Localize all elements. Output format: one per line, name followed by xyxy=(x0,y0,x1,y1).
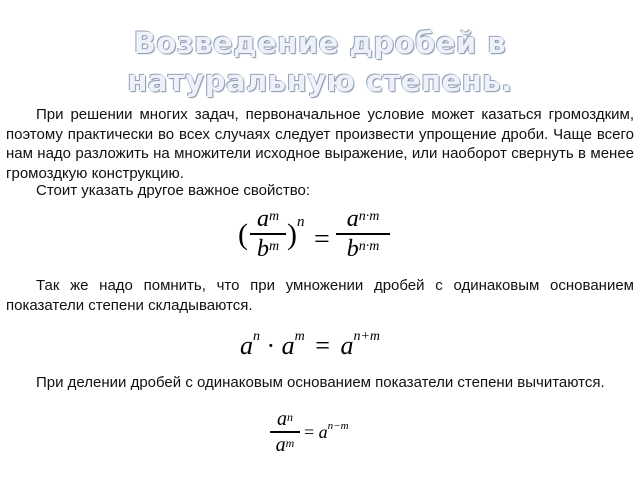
formula-division xyxy=(268,408,368,458)
inner-fraction xyxy=(250,206,286,262)
equals-sign: = xyxy=(315,331,330,360)
fraction-bar xyxy=(250,233,286,235)
inner-denominator-exponent: m xyxy=(268,238,280,254)
slide-title xyxy=(20,24,620,100)
rhs-denominator-exponent: n·m xyxy=(358,238,380,254)
division-fraction xyxy=(270,408,300,456)
result-exponent: n+m xyxy=(353,329,381,344)
division-result-base: a xyxy=(318,422,328,442)
rhs-numerator-exponent: n·m xyxy=(358,209,380,224)
division-denominator-exponent: m xyxy=(285,435,295,450)
paragraph-multiplication: Так же надо помнить, что при умножении дробей с одинаковым основанием показатели степени складываются. xyxy=(6,277,634,314)
outer-exponent: n xyxy=(297,214,305,230)
fraction-bar xyxy=(270,431,300,433)
formula-multiplication xyxy=(236,329,406,359)
result-base: a xyxy=(340,331,354,360)
base-2: a xyxy=(281,331,295,360)
division-numerator-exponent: n xyxy=(287,410,293,424)
inner-denominator: b xyxy=(256,235,269,262)
equals-sign: = xyxy=(304,422,315,442)
paragraph-property: Стоит указать другое важное свойство: xyxy=(36,182,311,199)
base-1: a xyxy=(240,331,253,360)
division-denominator: a xyxy=(275,433,286,456)
paragraph-division: При делении дробей с одинаковым основанием показатели степени вычитаются. xyxy=(36,374,605,391)
exponent-1: n xyxy=(253,329,260,344)
exponent-2: m xyxy=(294,329,305,344)
rhs-numerator: a xyxy=(346,206,359,232)
paragraph-intro: При решении многих задач, первоначальное условие может казаться громоздким, поэтому практически во всех случаях следует произвести упрощение дроби. Чаще всего нам надо разложить на множители исходное выражение, или наоборот свернуть в менее громоздкую конструкцию. xyxy=(6,106,634,182)
inner-numerator: a xyxy=(256,206,269,232)
title-line-1: Возведение дробей в xyxy=(133,26,507,60)
equals-sign: = xyxy=(314,224,330,255)
rhs-fraction xyxy=(336,206,390,262)
rhs-denominator: b xyxy=(346,235,359,262)
formula-fraction-power xyxy=(234,204,394,270)
open-paren: ( xyxy=(238,218,248,251)
title-line-2: натуральную степень. xyxy=(127,64,513,98)
fraction-bar xyxy=(336,233,390,235)
division-numerator: a xyxy=(277,408,287,430)
division-result-exponent: n−m xyxy=(327,420,349,432)
inner-numerator-exponent: m xyxy=(268,209,280,224)
close-paren: ) xyxy=(287,218,297,251)
multiply-dot: · xyxy=(266,331,276,360)
